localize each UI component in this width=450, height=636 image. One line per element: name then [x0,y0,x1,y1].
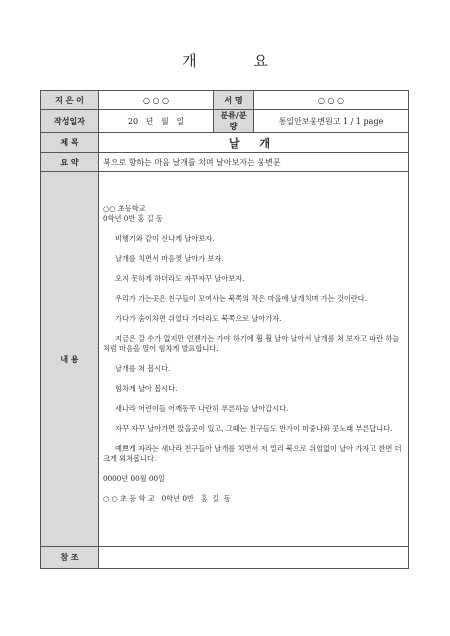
subject-label: 제 목 [41,133,99,153]
subject-row [41,133,409,153]
signature-label: 서 명 [214,91,254,110]
category-label: 분류/분량 [214,110,254,133]
reference-row [41,547,409,569]
paragraph: 우리가 가는곳은 친구들이 모여사는 북쪽의 작은 마을에 날개치며 가는 것이란다. [115,294,367,303]
date-value: 20 년 월 일 [99,110,214,133]
closing-date: 0000년 00월 00일 [103,474,165,483]
summary-value: 북으로 향하는 마음 날개를 치며 날아보자는 웅변문 [99,153,409,172]
date-label: 작성일자 [41,110,99,133]
paragraph: 지금은 갈 수가 없지만 언젠가는 가야 하기에 훨 훨 날아 날아서 날개를 쳐 보자고 파란 하늘처럼 마음을 열어 힘차게 발표합니다. [103,334,400,353]
signature-value: ○ ○ ○ [254,91,409,110]
summary-form-table [40,90,409,569]
reference-value [99,547,409,569]
paragraph: 힘차게 날아 봅시다. [115,384,178,393]
paragraph: 예쁘게 자라는 새나라 친구들아 날개를 치면서 저 멀리 북으로 쉬엄없이 날아 가자고 한번 더 크게 외쳐봅니다. [103,444,402,463]
author-value: ○ ○ ○ [99,91,214,110]
paragraph: 새나라 어린이들 어깨동무 나란히 푸른하늘 날아갑시다. [115,404,289,413]
document-title: 개 요 [182,52,294,70]
class-line: 0학년 0반 홍 길 동 [103,214,163,223]
author-label: 지 은 이 [41,91,99,110]
summary-row [41,153,409,172]
date-row [41,110,409,133]
paragraph: 날개를 치면서 마음껏 날아가 보자. [115,254,224,263]
content-row [41,172,409,547]
paragraph: 오지 못하게 하더라도 자꾸자꾸 날아보자. [115,274,245,283]
paragraph: 날개를 쳐 봅시다. [115,364,171,373]
paragraph: 가다가 숨이차면 쉬었다 가더라도 북쪽으로 날아가자. [115,314,282,323]
reference-label: 참 조 [41,547,99,569]
paragraph: 비행기와 같이 신나게 날아보자. [115,234,215,243]
content-body [99,172,409,547]
author-row [41,91,409,110]
summary-label: 요 약 [41,153,99,172]
category-value: 통일안보웅변원고 1 / 1 page [254,110,409,133]
subject-value: 날 개 [99,133,409,153]
school-line: ○○ 초등학교 [103,204,146,213]
closing-signature: ○ ○ 초 등 학 교 0학년 0반 홍 길 동 [103,494,231,503]
content-label: 내 용 [41,172,99,547]
paragraph: 자꾸 자꾸 날아가면 앉을곳이 있고, 그때는 친구들도 반가이 마중나와 콧노래 부른답니다. [115,424,393,433]
